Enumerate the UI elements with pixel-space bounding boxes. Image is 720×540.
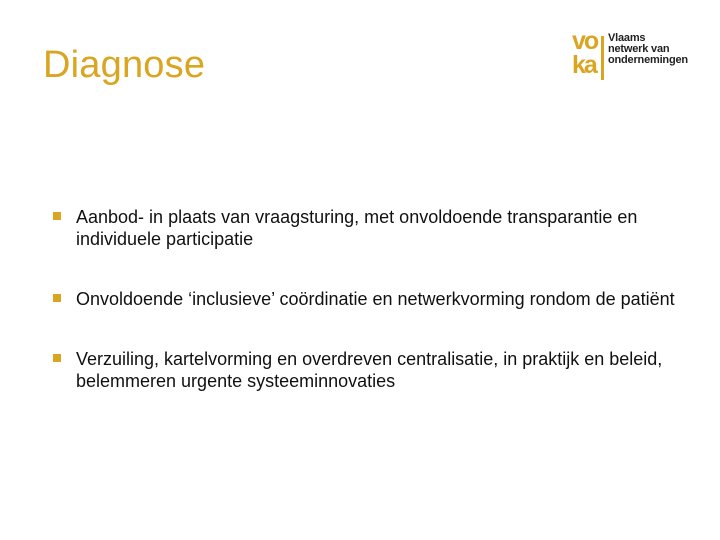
bullet-text: Onvoldoende ‘inclusieve’ coördinatie en netwerkvorming rondom de patiënt [76,289,675,309]
logo-mark [572,27,604,84]
bullet-list [53,206,693,430]
bullet-item [53,348,693,392]
logo-mark-line2: ka [572,51,596,79]
bullet-item [53,206,693,250]
logo-text-line1: Vlaams [608,32,646,44]
logo-mark-line1: vo [572,27,598,55]
logo-divider [601,36,604,80]
square-bullet-icon [53,294,61,302]
bullet-text: Aanbod- in plaats van vraagsturing, met onvoldoende transparantie en individuele participatie [76,207,638,249]
square-bullet-icon [53,354,61,362]
bullet-text: Verzuiling, kartelvorming en overdreven centralisatie, in praktijk en beleid, belemmeren urgente systeeminnovaties [76,349,663,391]
square-bullet-icon [53,212,61,220]
logo-text [608,33,688,66]
voka-logo [572,27,702,84]
logo-text-line3: ondernemingen [608,54,688,66]
bullet-item [53,288,693,310]
logo-text-line2: netwerk van [608,43,670,55]
slide-title: Diagnose [43,44,206,86]
